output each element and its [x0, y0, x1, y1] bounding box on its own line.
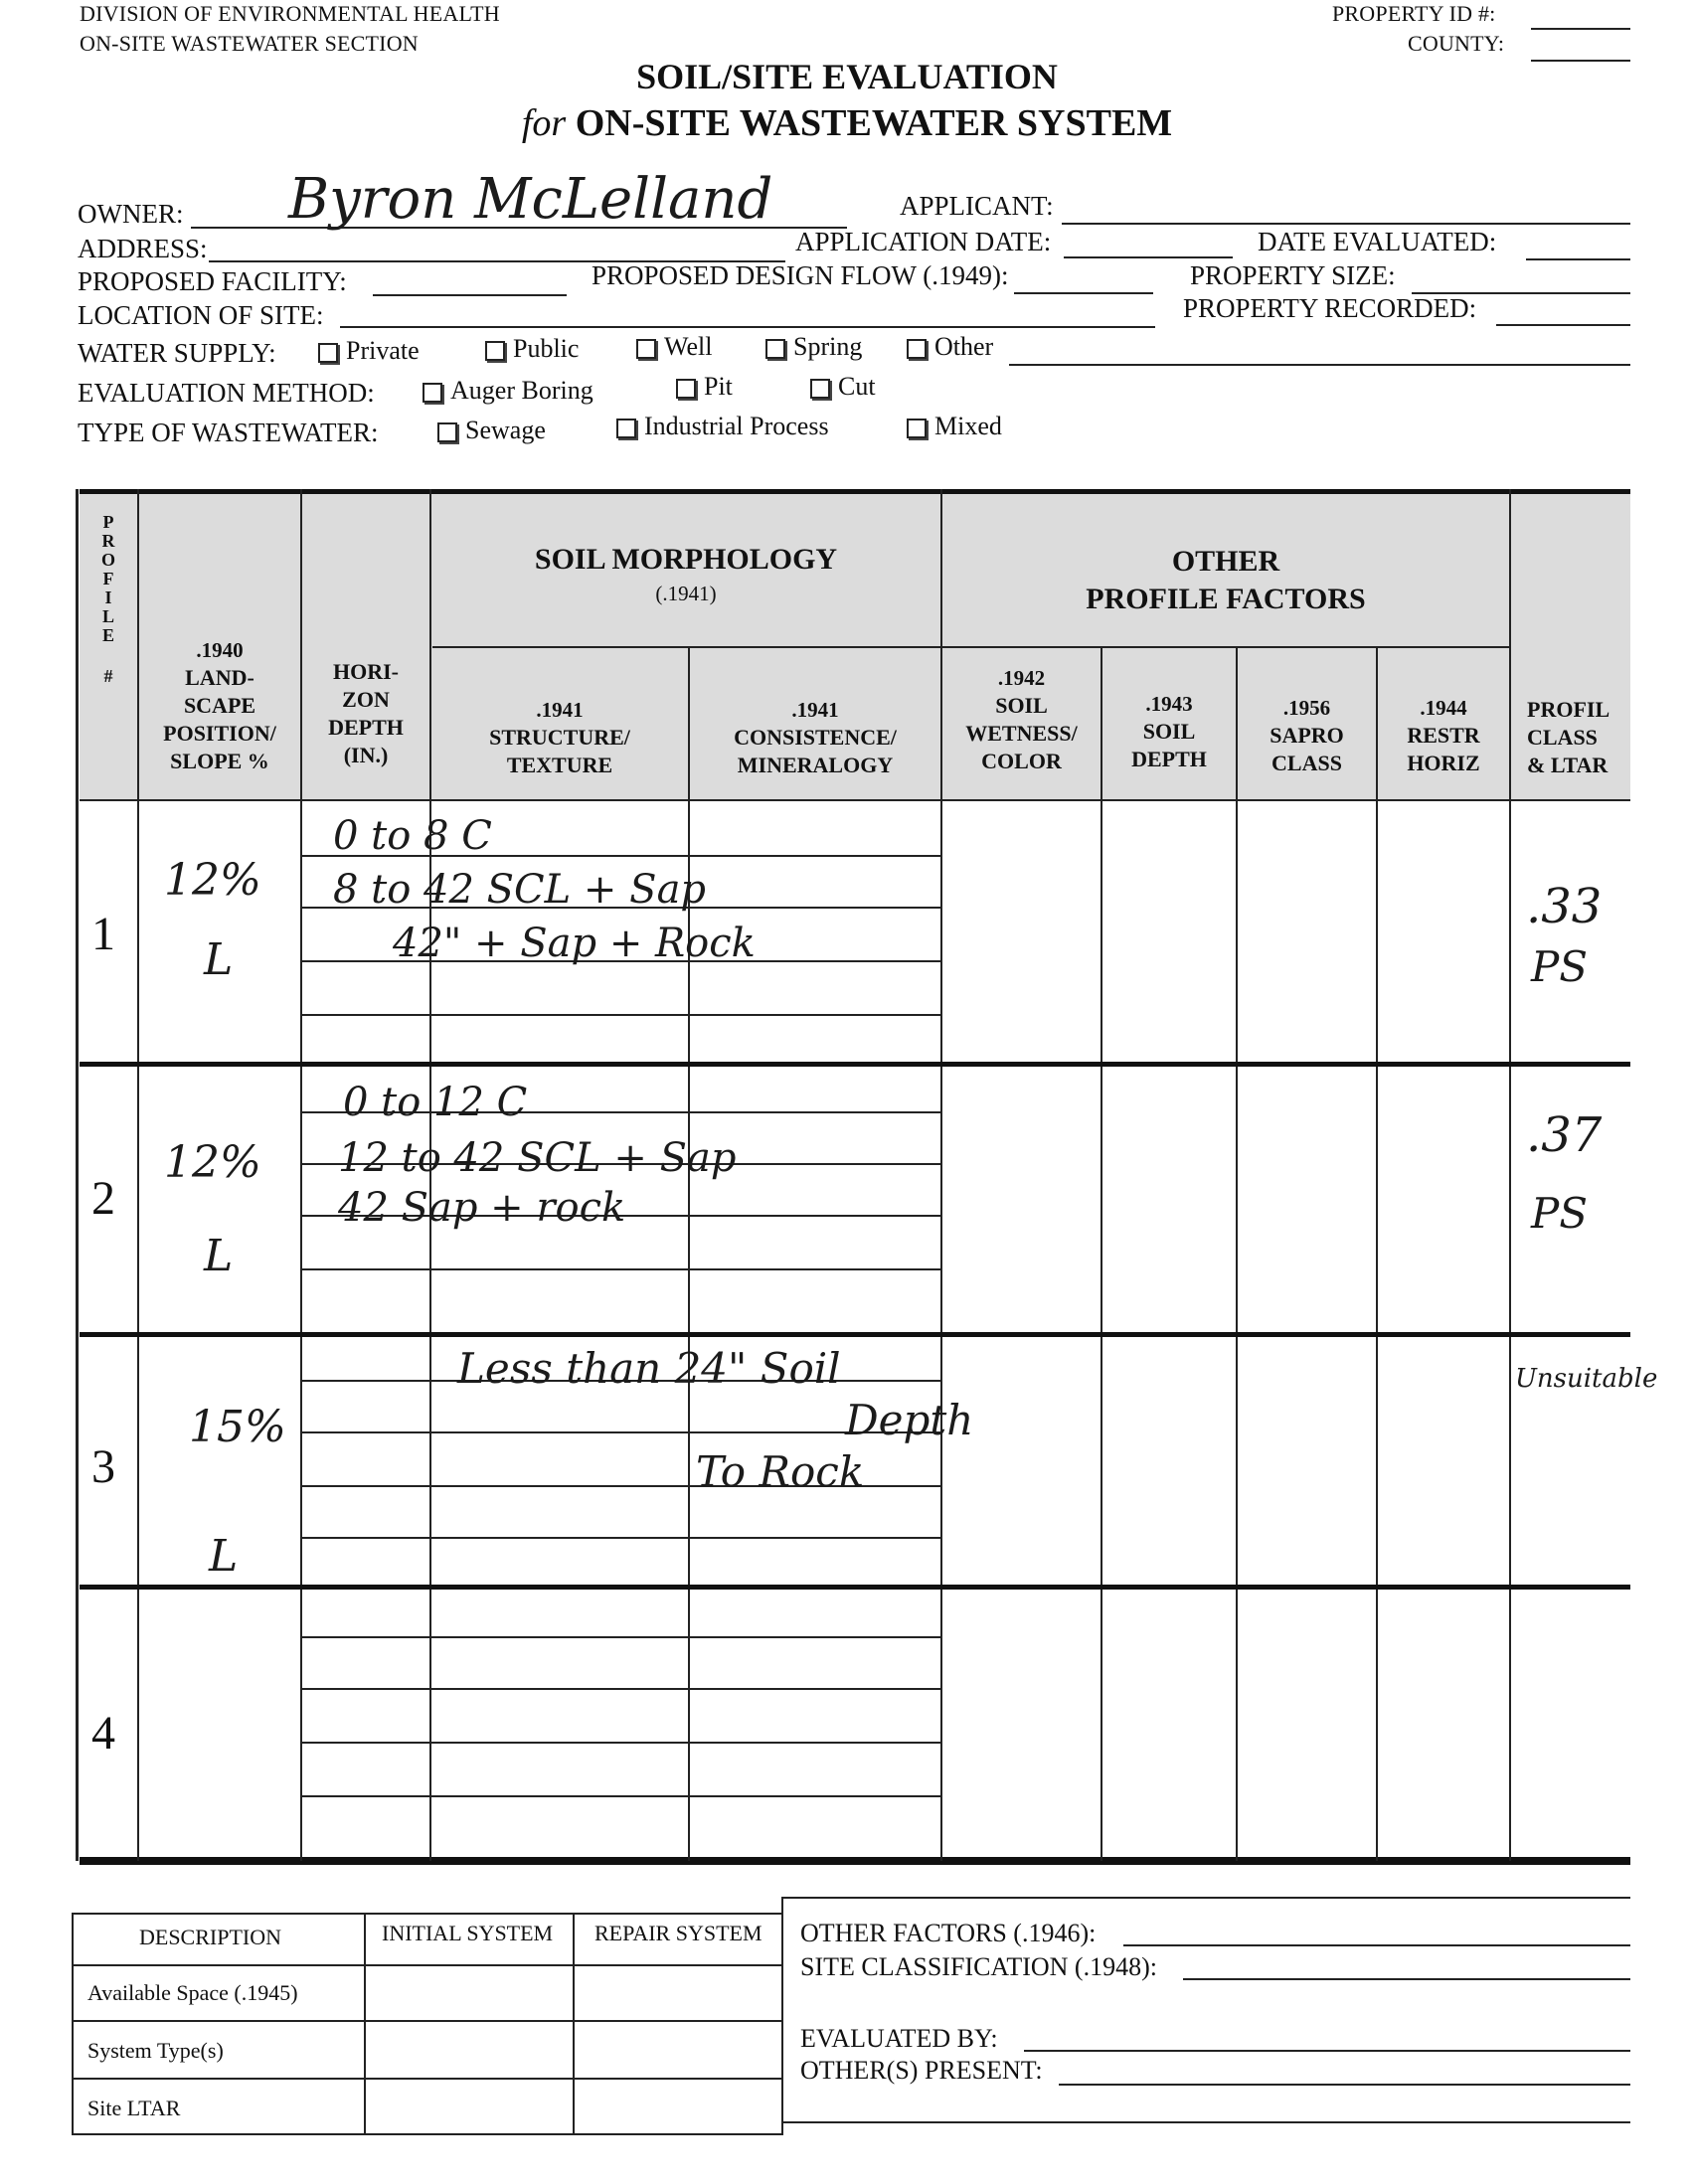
- form-subtitle: [0, 101, 1694, 145]
- checkbox-icon: [907, 419, 927, 438]
- water-supply-public[interactable]: Public: [485, 334, 579, 364]
- profile-2-line-2: 12 to 42 SCL + Sap: [338, 1135, 737, 1181]
- division-name: DIVISION OF ENVIRONMENTAL HEALTH: [80, 1, 500, 26]
- evaluation-method-label: EVALUATION METHOD:: [78, 378, 375, 408]
- property-id-label: PROPERTY ID #:: [1332, 1, 1496, 26]
- water-supply-spring[interactable]: Spring: [765, 332, 862, 362]
- profile-2-line-3: 42 Sap + rock: [338, 1185, 626, 1231]
- landscape-header: .1940 LAND- SCAPE POSITION/ SLOPE %: [163, 638, 276, 773]
- other-profile-factors-header: OTHER PROFILE FACTORS: [1086, 545, 1366, 615]
- design-flow-field[interactable]: [1014, 264, 1153, 294]
- design-flow-label: PROPOSED DESIGN FLOW (.1949):: [592, 260, 1009, 290]
- header-bottom-line: [80, 799, 1630, 801]
- summary-row-system-type: System Type(s): [87, 2038, 224, 2063]
- table-top-border: [80, 489, 1630, 494]
- title-line2: ON-SITE WASTEWATER SYSTEM: [575, 102, 1173, 144]
- property-size-field[interactable]: [1412, 264, 1630, 294]
- checkbox-icon: [318, 343, 338, 363]
- county-label: COUNTY:: [1408, 31, 1505, 56]
- summary-col-1: [364, 1913, 366, 2135]
- profile-3-class: Unsuitable: [1515, 1364, 1658, 1394]
- row-separator-3: [80, 1585, 1630, 1590]
- col-line-7: [1236, 646, 1238, 1861]
- horizon-line: [300, 1636, 942, 1638]
- profile-class-header: PROFIL CLASS & LTAR: [1527, 697, 1610, 777]
- others-present-label: OTHER(S) PRESENT:: [800, 2056, 1043, 2085]
- profile-1-class: PS: [1531, 942, 1589, 991]
- summary-col-2: [573, 1913, 575, 2135]
- summary-top: [72, 1913, 781, 1915]
- location-field[interactable]: [340, 298, 1155, 328]
- wastewater-sewage[interactable]: Sewage: [437, 416, 546, 445]
- summary-header-repair: REPAIR SYSTEM: [594, 1921, 762, 1945]
- profile-number-header: P R O F I L E #: [100, 512, 115, 686]
- profile-2-slope: 12%: [164, 1137, 261, 1188]
- section-name: ON-SITE WASTEWATER SECTION: [80, 31, 419, 56]
- title-for: for: [521, 102, 567, 144]
- header-subline: [432, 646, 1511, 648]
- proposed-facility-label: PROPOSED FACILITY:: [78, 266, 347, 296]
- profile-3-line-2: Depth: [845, 1396, 974, 1444]
- evaluated-by-label: EVALUATED BY:: [800, 2024, 998, 2053]
- property-id-field[interactable]: [1531, 0, 1630, 30]
- summary-right-top: [781, 1897, 1630, 1899]
- restr-horiz-header: .1944 RESTR HORIZ: [1407, 696, 1480, 775]
- sapro-class-header: .1956 SAPRO CLASS: [1270, 696, 1344, 775]
- checkbox-icon: [810, 379, 830, 399]
- summary-row-available-space: Available Space (.1945): [87, 1980, 298, 2005]
- profile-2-class: PS: [1531, 1189, 1589, 1238]
- checkbox-icon: [616, 419, 636, 438]
- checkbox-icon: [676, 379, 696, 399]
- col-line-8: [1376, 646, 1378, 1861]
- property-size-label: PROPERTY SIZE:: [1190, 260, 1396, 290]
- soil-depth-header: .1943 SOIL DEPTH: [1131, 692, 1207, 771]
- address-label: ADDRESS:: [78, 234, 208, 263]
- others-present-field[interactable]: [1059, 2056, 1630, 2086]
- soil-wetness-header: .1942 SOIL WETNESS/ COLOR: [965, 666, 1078, 773]
- horizon-line: [300, 1537, 942, 1539]
- property-recorded-label: PROPERTY RECORDED:: [1183, 293, 1477, 323]
- table-left-border: [76, 489, 79, 1861]
- checkbox-icon: [765, 339, 785, 359]
- application-date-field[interactable]: [1064, 229, 1233, 258]
- summary-line-3: [72, 2078, 781, 2080]
- evaluated-by-field[interactable]: [1024, 2022, 1630, 2052]
- footer-bottom-line: [781, 2121, 1630, 2123]
- profile-1-ltar: .33: [1526, 879, 1603, 934]
- summary-line-1: [72, 1964, 781, 1966]
- summary-bottom: [72, 2133, 781, 2135]
- profile-2-line-1: 0 to 12 C: [343, 1080, 528, 1125]
- wastewater-mixed[interactable]: Mixed: [907, 412, 1002, 441]
- summary-left: [72, 1913, 74, 2135]
- col-line-6: [1101, 646, 1102, 1861]
- owner-label: OWNER:: [78, 199, 184, 229]
- checkbox-icon: [636, 339, 656, 359]
- form-title: SOIL/SITE EVALUATION: [636, 57, 1058, 96]
- horizon-line: [300, 1268, 942, 1270]
- date-evaluated-field[interactable]: [1526, 231, 1630, 260]
- row-separator-2: [80, 1332, 1630, 1337]
- water-supply-other[interactable]: Other: [907, 332, 993, 362]
- profile-1-line-1: 0 to 8 C: [333, 813, 492, 859]
- water-supply-well[interactable]: Well: [636, 332, 712, 362]
- checkbox-icon: [485, 341, 505, 361]
- checkbox-icon: [907, 339, 927, 359]
- horizon-line: [300, 1795, 942, 1797]
- summary-header-description: DESCRIPTION: [139, 1925, 282, 1949]
- profile-3-position: L: [209, 1531, 239, 1582]
- profile-2-ltar: .37: [1526, 1107, 1603, 1163]
- structure-texture-header: .1941 STRUCTURE/ TEXTURE: [489, 698, 630, 777]
- horizon-line: [300, 1014, 942, 1016]
- profile-3-line-3: To Rock: [696, 1447, 865, 1496]
- profile-number-1: 1: [91, 908, 115, 960]
- soil-morphology-header: SOIL MORPHOLOGY (.1941): [534, 543, 838, 605]
- summary-row-site-ltar: Site LTAR: [87, 2096, 181, 2120]
- evaluation-auger[interactable]: Auger Boring: [423, 376, 593, 406]
- summary-line-2: [72, 2020, 781, 2022]
- address-field[interactable]: [209, 233, 785, 262]
- property-recorded-field[interactable]: [1496, 296, 1630, 326]
- profile-1-position: L: [204, 934, 234, 985]
- profile-3-line-1: Less than 24" Soil: [457, 1344, 841, 1393]
- summary-right: [781, 1899, 783, 2135]
- horizon-line: [300, 1742, 942, 1744]
- water-supply-private[interactable]: Private: [318, 336, 420, 366]
- evaluation-cut[interactable]: Cut: [810, 372, 876, 402]
- location-label: LOCATION OF SITE:: [78, 300, 324, 330]
- owner-value: Byron McLelland: [288, 167, 773, 232]
- table-bottom-border: [80, 1857, 1630, 1865]
- wastewater-type-label: TYPE OF WASTEWATER:: [78, 418, 379, 447]
- profile-1-line-3: 42" + Sap + Rock: [393, 921, 756, 966]
- wastewater-industrial[interactable]: Industrial Process: [616, 412, 829, 441]
- other-factors-field[interactable]: [1123, 1917, 1630, 1946]
- site-classification-label: SITE CLASSIFICATION (.1948):: [800, 1952, 1157, 1981]
- applicant-label: APPLICANT:: [900, 191, 1054, 221]
- application-date-label: APPLICATION DATE:: [795, 227, 1052, 256]
- proposed-facility-field[interactable]: [373, 266, 567, 296]
- evaluation-pit[interactable]: Pit: [676, 372, 733, 402]
- water-supply-label: WATER SUPPLY:: [78, 338, 276, 368]
- water-supply-other-field[interactable]: [1009, 336, 1630, 366]
- horizon-depth-header: HORI- ZON DEPTH (IN.): [328, 659, 404, 767]
- horizon-line: [300, 1688, 942, 1690]
- profile-1-slope: 12%: [164, 855, 261, 906]
- profile-number-4: 4: [91, 1707, 115, 1760]
- other-factors-label: OTHER FACTORS (.1946):: [800, 1919, 1097, 1947]
- profile-2-position: L: [204, 1231, 234, 1281]
- profile-1-line-2: 8 to 42 SCL + Sap: [333, 867, 707, 913]
- site-classification-field[interactable]: [1183, 1950, 1630, 1980]
- col-line-4: [688, 646, 690, 1861]
- date-evaluated-label: DATE EVALUATED:: [1258, 227, 1497, 256]
- row-separator-1: [80, 1062, 1630, 1067]
- profile-number-2: 2: [91, 1172, 115, 1225]
- col-line-9: [1509, 489, 1511, 1861]
- checkbox-icon: [423, 383, 442, 403]
- profile-3-slope: 15%: [189, 1402, 286, 1452]
- summary-header-initial: INITIAL SYSTEM: [382, 1921, 554, 1945]
- checkbox-icon: [437, 422, 457, 442]
- applicant-field[interactable]: [1062, 195, 1630, 225]
- consistence-header: .1941 CONSISTENCE/ MINERALOGY: [734, 698, 897, 777]
- profile-number-3: 3: [91, 1440, 115, 1493]
